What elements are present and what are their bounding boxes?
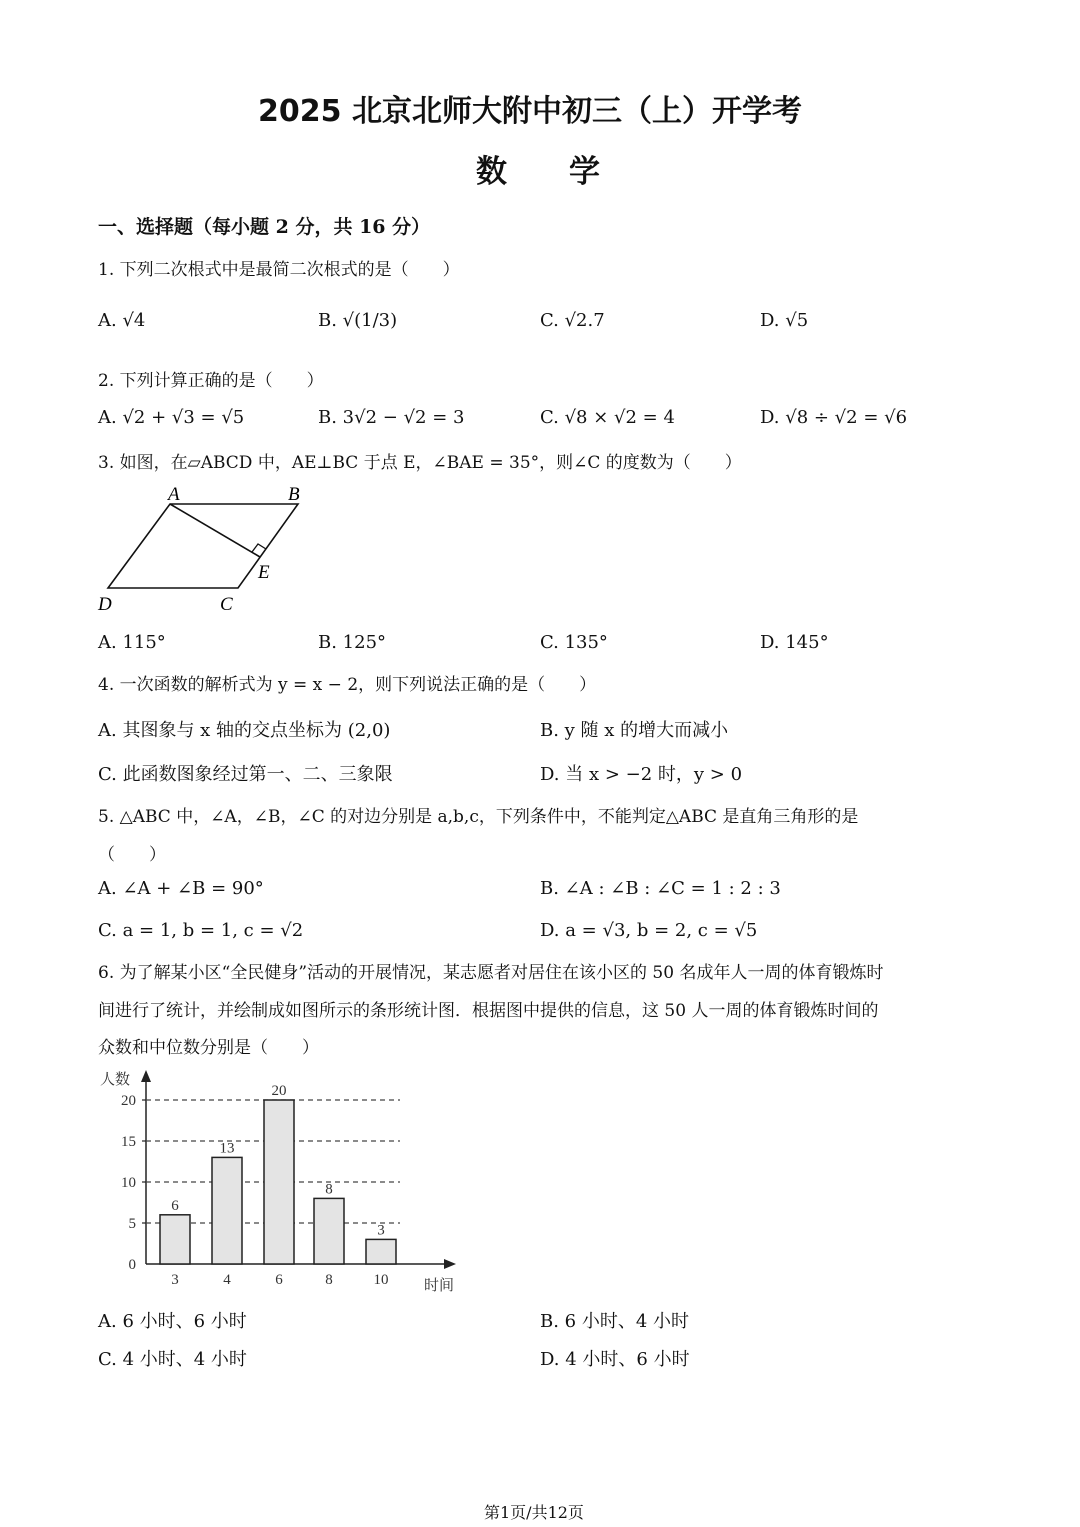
bar-10 [366, 1239, 396, 1264]
data-label-8: 8 [325, 1181, 333, 1198]
label-d: D [98, 594, 112, 615]
q1-option-a: A. √4 [98, 310, 146, 331]
label-e: E [258, 562, 270, 583]
bar-8 [314, 1198, 344, 1264]
label-c: C [220, 594, 233, 615]
q5-option-a: A. ∠A + ∠B = 90° [98, 878, 264, 899]
label-b: B [288, 484, 300, 505]
q4-option-c: C. 此函数图象经过第一、二、三象限 [98, 764, 393, 785]
q5-option-b: B. ∠A : ∠B : ∠C = 1 : 2 : 3 [540, 878, 781, 899]
subject-title: 数学 [476, 154, 662, 190]
question-3-stem: 3. 如图，在▱ABCD 中，AE⊥BC 于点 E，∠BAE = 35°，则∠C 的度数为（ ） [98, 453, 742, 473]
page-title: 2025 北京北师大附中初三（上）开学考 [258, 94, 802, 129]
x-tick-label-3: 3 [171, 1272, 179, 1288]
label-a: A [168, 484, 180, 505]
question-4-stem: 4. 一次函数的解析式为 y = x − 2，则下列说法正确的是（ ） [98, 675, 597, 695]
x-axis-label: 时间 [424, 1278, 455, 1294]
y-tick-label-10: 10 [121, 1175, 136, 1191]
bar-4 [212, 1157, 242, 1264]
data-label-4: 13 [219, 1140, 235, 1157]
q3-option-c: C. 135° [540, 632, 608, 653]
q6-option-a: A. 6 小时、6 小时 [98, 1311, 247, 1332]
question-6-stem-line3: 众数和中位数分别是（ ） [98, 1038, 319, 1058]
q1-option-c: C. √2.7 [540, 310, 605, 331]
segment-ae [170, 504, 260, 557]
bar-6 [264, 1100, 294, 1264]
q3-option-a: A. 115° [98, 632, 166, 653]
question-6-stem-line2: 间进行了统计，并绘制成如图所示的条形统计图．根据图中提供的信息，这 50 人一周的体育锻炼时间的 [98, 1001, 879, 1021]
q4-option-a: A. 其图象与 x 轴的交点坐标为 (2,0) [98, 720, 391, 741]
q2-option-d: D. √8 ÷ √2 = √6 [760, 407, 908, 428]
question-2-stem: 2. 下列计算正确的是（ ） [98, 371, 324, 391]
data-label-6: 20 [271, 1083, 287, 1099]
y-tick-label-5: 5 [128, 1216, 136, 1232]
q6-option-c: C. 4 小时、4 小时 [98, 1349, 247, 1370]
q5-option-c: C. a = 1, b = 1, c = √2 [98, 920, 304, 941]
question-5-stem-cont: （ ） [98, 845, 166, 865]
q6-option-b: B. 6 小时、4 小时 [540, 1311, 690, 1332]
data-label-10: 3 [377, 1222, 385, 1239]
q4-option-b: B. y 随 x 的增大而减小 [540, 720, 729, 741]
data-label-3: 6 [171, 1197, 179, 1214]
question-5-stem: 5. △ABC 中，∠A，∠B，∠C 的对边分别是 a,b,c，下列条件中，不能判定△ABC 是直角三角形的是 [98, 807, 859, 827]
q3-option-d: D. 145° [760, 632, 829, 653]
bar-3 [160, 1215, 190, 1264]
y-axis-label: 人数 [100, 1072, 131, 1088]
y-tick-label-15: 15 [121, 1134, 136, 1150]
parallelogram-figure [92, 480, 322, 620]
q4-option-d: D. 当 x > −2 时，y > 0 [540, 764, 743, 785]
q3-option-b: B. 125° [318, 632, 387, 653]
y-tick-label-20: 20 [121, 1093, 136, 1109]
bar-chart [96, 1068, 466, 1298]
page-number: 第1页/共12页 [484, 1503, 584, 1522]
question-6-stem-line1: 6. 为了解某小区“全民健身”活动的开展情况，某志愿者对居住在该小区的 50 名成年人一周的体育锻炼时 [98, 963, 884, 983]
q6-option-d: D. 4 小时、6 小时 [540, 1349, 690, 1370]
y-axis-arrow [141, 1070, 151, 1082]
q1-option-d: D. √5 [760, 310, 809, 331]
x-tick-label-10: 10 [373, 1272, 389, 1288]
q1-option-b: B. √(1/3) [318, 310, 398, 331]
q2-option-a: A. √2 + √3 = √5 [98, 407, 245, 428]
section-heading: 一、选择题（每小题 2 分，共 16 分） [98, 216, 431, 238]
x-tick-label-8: 8 [325, 1272, 333, 1288]
question-1-stem: 1. 下列二次根式中是最简二次根式的是（ ） [98, 260, 460, 280]
q5-option-d: D. a = √3, b = 2, c = √5 [540, 920, 758, 941]
q2-option-b: B. 3√2 − √2 = 3 [318, 407, 465, 428]
q2-option-c: C. √8 × √2 = 4 [540, 407, 675, 428]
x-axis-arrow [444, 1259, 456, 1269]
x-tick-label-6: 6 [275, 1272, 283, 1288]
x-tick-label-4: 4 [223, 1272, 231, 1288]
y-tick-label-0: 0 [128, 1257, 136, 1273]
